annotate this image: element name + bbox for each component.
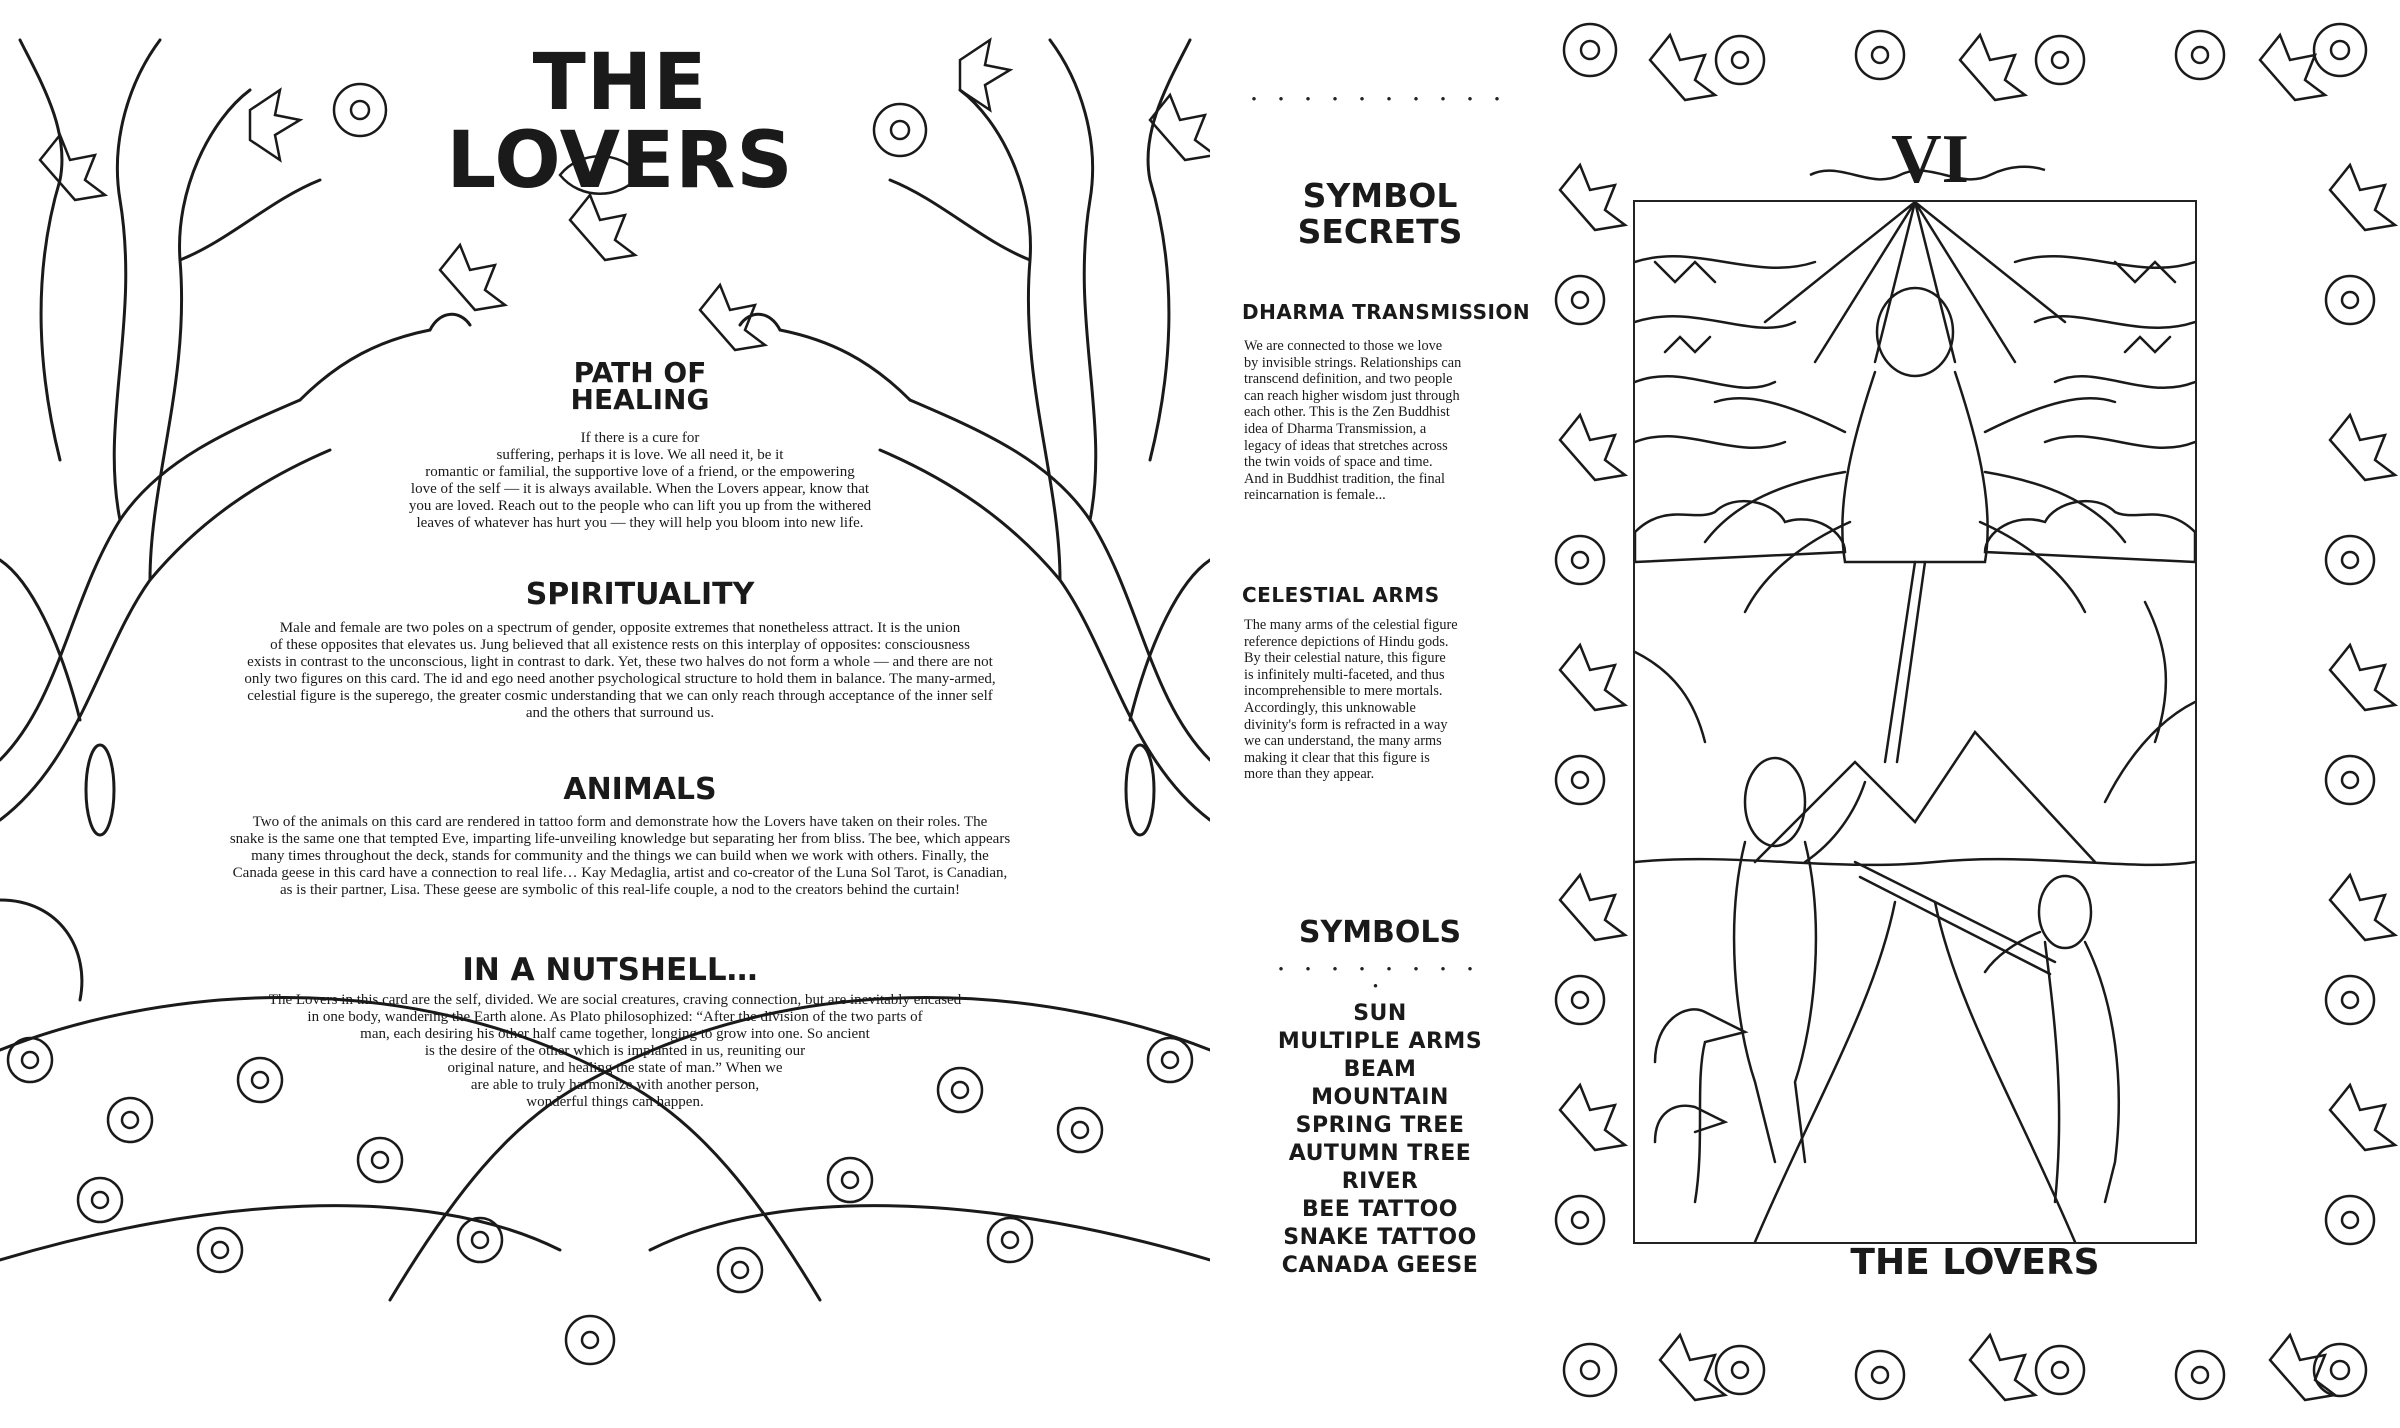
text-line: divinity's form is refracted in a way (1244, 716, 1448, 733)
symbol-item: MOUNTAIN (1311, 1085, 1449, 1110)
text-line: The many arms of the celestial figure (1244, 617, 1458, 633)
text-line: By their celestial nature, this figure (1244, 650, 1446, 667)
text-line: love of the self — it is always available. When the Lovers appear, know that (410, 481, 870, 497)
symbol-item: SUN (1353, 1001, 1407, 1026)
text-line: reference depictions of Hindu gods. (1244, 633, 1449, 650)
in-a-nutshell-text (150, 992, 1080, 1111)
path-of-healing-heading-line2: HEALING (570, 382, 710, 416)
text-line: each other. This is the Zen Buddhist (1244, 404, 1450, 421)
symbol-secrets-line1: SYMBOL (1302, 176, 1458, 215)
text-line: Male and female are two poles on a spectrum of gender, opposite extremes that nonetheless attract. It is the union (279, 620, 961, 636)
symbol-item: AUTUMN TREE (1288, 1141, 1472, 1166)
text-line: idea of Dharma Transmission, a (1244, 420, 1427, 437)
text-line: transcend definition, and two people (1244, 371, 1453, 388)
text-line: by invisible strings. Relationships can (1244, 354, 1462, 371)
text-line: Canada geese in this card have a connection to real life… Kay Medaglia, artist and co-creator of the Luna Sol Tarot, is Canadian, (232, 865, 1008, 881)
symbol-item: SNAKE TATTOO (1283, 1225, 1477, 1250)
symbols-list (1270, 1000, 1490, 1280)
text-line: in one body, wandering the Earth alone. As Plato philosophized: “After the division of the two parts of (307, 1009, 923, 1025)
text-line: the twin voids of space and time. (1244, 454, 1433, 471)
symbol-secrets-heading (1270, 178, 1490, 250)
text-line: of these opposites that elevates us. Jung believed that all existence rests on this interplay of opposites: consciousness (270, 637, 970, 653)
text-line: making it clear that this figure is (1244, 749, 1430, 766)
text-line: are able to truly harmonize with another person, (470, 1077, 760, 1093)
text-line: is the desire of the other which is implanted in us, reuniting our (424, 1043, 806, 1059)
page-title: THE LOVERS (446, 38, 794, 206)
card-illustration (1635, 202, 2195, 1242)
text-line: We are connected to those we love (1244, 338, 1443, 354)
path-of-healing-heading-line1: PATH OF (573, 356, 707, 389)
path-of-healing-heading (540, 356, 740, 416)
dharma-transmission-text (1244, 338, 1516, 504)
text-line: And in Buddhist tradition, the final (1244, 470, 1445, 487)
text-line: reincarnation is female... (1244, 487, 1386, 504)
symbol-secrets-line2: SECRETS (1297, 212, 1463, 251)
text-line: we can understand, the many arms (1244, 733, 1442, 750)
text-line: snake is the same one that tempted Eve, imparting life-unveiling knowledge but separating her from bliss. The bee, which appears (229, 831, 1011, 847)
card-title: THE LOVERS (1850, 1242, 2100, 1283)
text-line: only two figures on this card. The id and ego need another psychological structure to hold them in balance. The many-armed, (244, 671, 996, 687)
symbol-item: MULTIPLE ARMS (1277, 1029, 1483, 1054)
text-line: celestial figure is the superego, the greater cosmic understanding that we can only reach through acceptance of the inner self (247, 688, 993, 704)
text-line: incomprehensible to mere mortals. (1244, 683, 1443, 700)
celestial-arms-heading: CELESTIAL ARMS (1242, 583, 1440, 607)
dot-divider: • • • • • • • • • (1278, 962, 1482, 995)
text-line: Accordingly, this unknowable (1244, 699, 1416, 716)
dot-divider: • • • • • • • • • • (1251, 92, 1509, 108)
card-number: VI (1891, 121, 1969, 198)
text-line: wonderful things can happen. (526, 1094, 704, 1110)
animals-text (140, 814, 1100, 899)
symbols-heading: SYMBOLS (1298, 915, 1462, 950)
text-line: is infinitely multi-faceted, and thus (1244, 666, 1445, 683)
symbol-item: SPRING TREE (1295, 1113, 1465, 1138)
text-line: Two of the animals on this card are rendered in tattoo form and demonstrate how the Lovers have taken on their roles. The (252, 814, 988, 830)
symbol-item: CANADA GEESE (1281, 1253, 1479, 1278)
text-line: original nature, and healing the state of man.” When we (447, 1060, 783, 1076)
spirituality-heading: SPIRITUALITY (525, 577, 755, 612)
in-a-nutshell-heading: IN A NUTSHELL… (462, 952, 758, 988)
text-line: legacy of ideas that stretches across (1244, 437, 1448, 454)
symbol-item: RIVER (1341, 1169, 1419, 1194)
text-line: many times throughout the deck, stands for community and the things we can build when we work with others. Finally, the (251, 848, 989, 864)
dharma-transmission-heading: DHARMA TRANSMISSION (1242, 300, 1531, 324)
text-line: exists in contrast to the unconscious, light in contrast to dark. Yet, these two halves do not form a whole — and there are not (247, 654, 993, 670)
text-line: and the others that surround us. (525, 705, 715, 721)
text-line: romantic or familial, the supportive love of a friend, or the empowering (425, 464, 855, 480)
spirituality-text (155, 620, 1085, 722)
text-line: more than they appear. (1244, 766, 1375, 783)
text-line: man, each desiring his other half came together, longing to grow into one. So ancient (360, 1026, 870, 1042)
text-line: If there is a cure for (580, 430, 700, 446)
symbol-item: BEE TATTOO (1301, 1197, 1459, 1222)
text-line: The Lovers in this card are the self, divided. We are social creatures, craving connection, but are inevitably encased (268, 992, 962, 1008)
text-line: can reach higher wisdom just through (1244, 387, 1460, 404)
card-frame (1633, 200, 2197, 1244)
text-line: you are loved. Reach out to the people who can lift you up from the withered (408, 498, 872, 514)
text-line: as is their partner, Lisa. These geese are symbolic of this real-life couple, a nod to the creators behind the curtain! (279, 882, 961, 898)
symbol-item: BEAM (1343, 1057, 1417, 1082)
text-line: suffering, perhaps it is love. We all need it, be it (496, 447, 784, 463)
animals-heading: ANIMALS (563, 772, 717, 807)
path-of-healing-text (330, 430, 950, 532)
celestial-arms-text (1244, 617, 1516, 783)
text-line: leaves of whatever has hurt you — they will help you bloom into new life. (416, 515, 864, 531)
